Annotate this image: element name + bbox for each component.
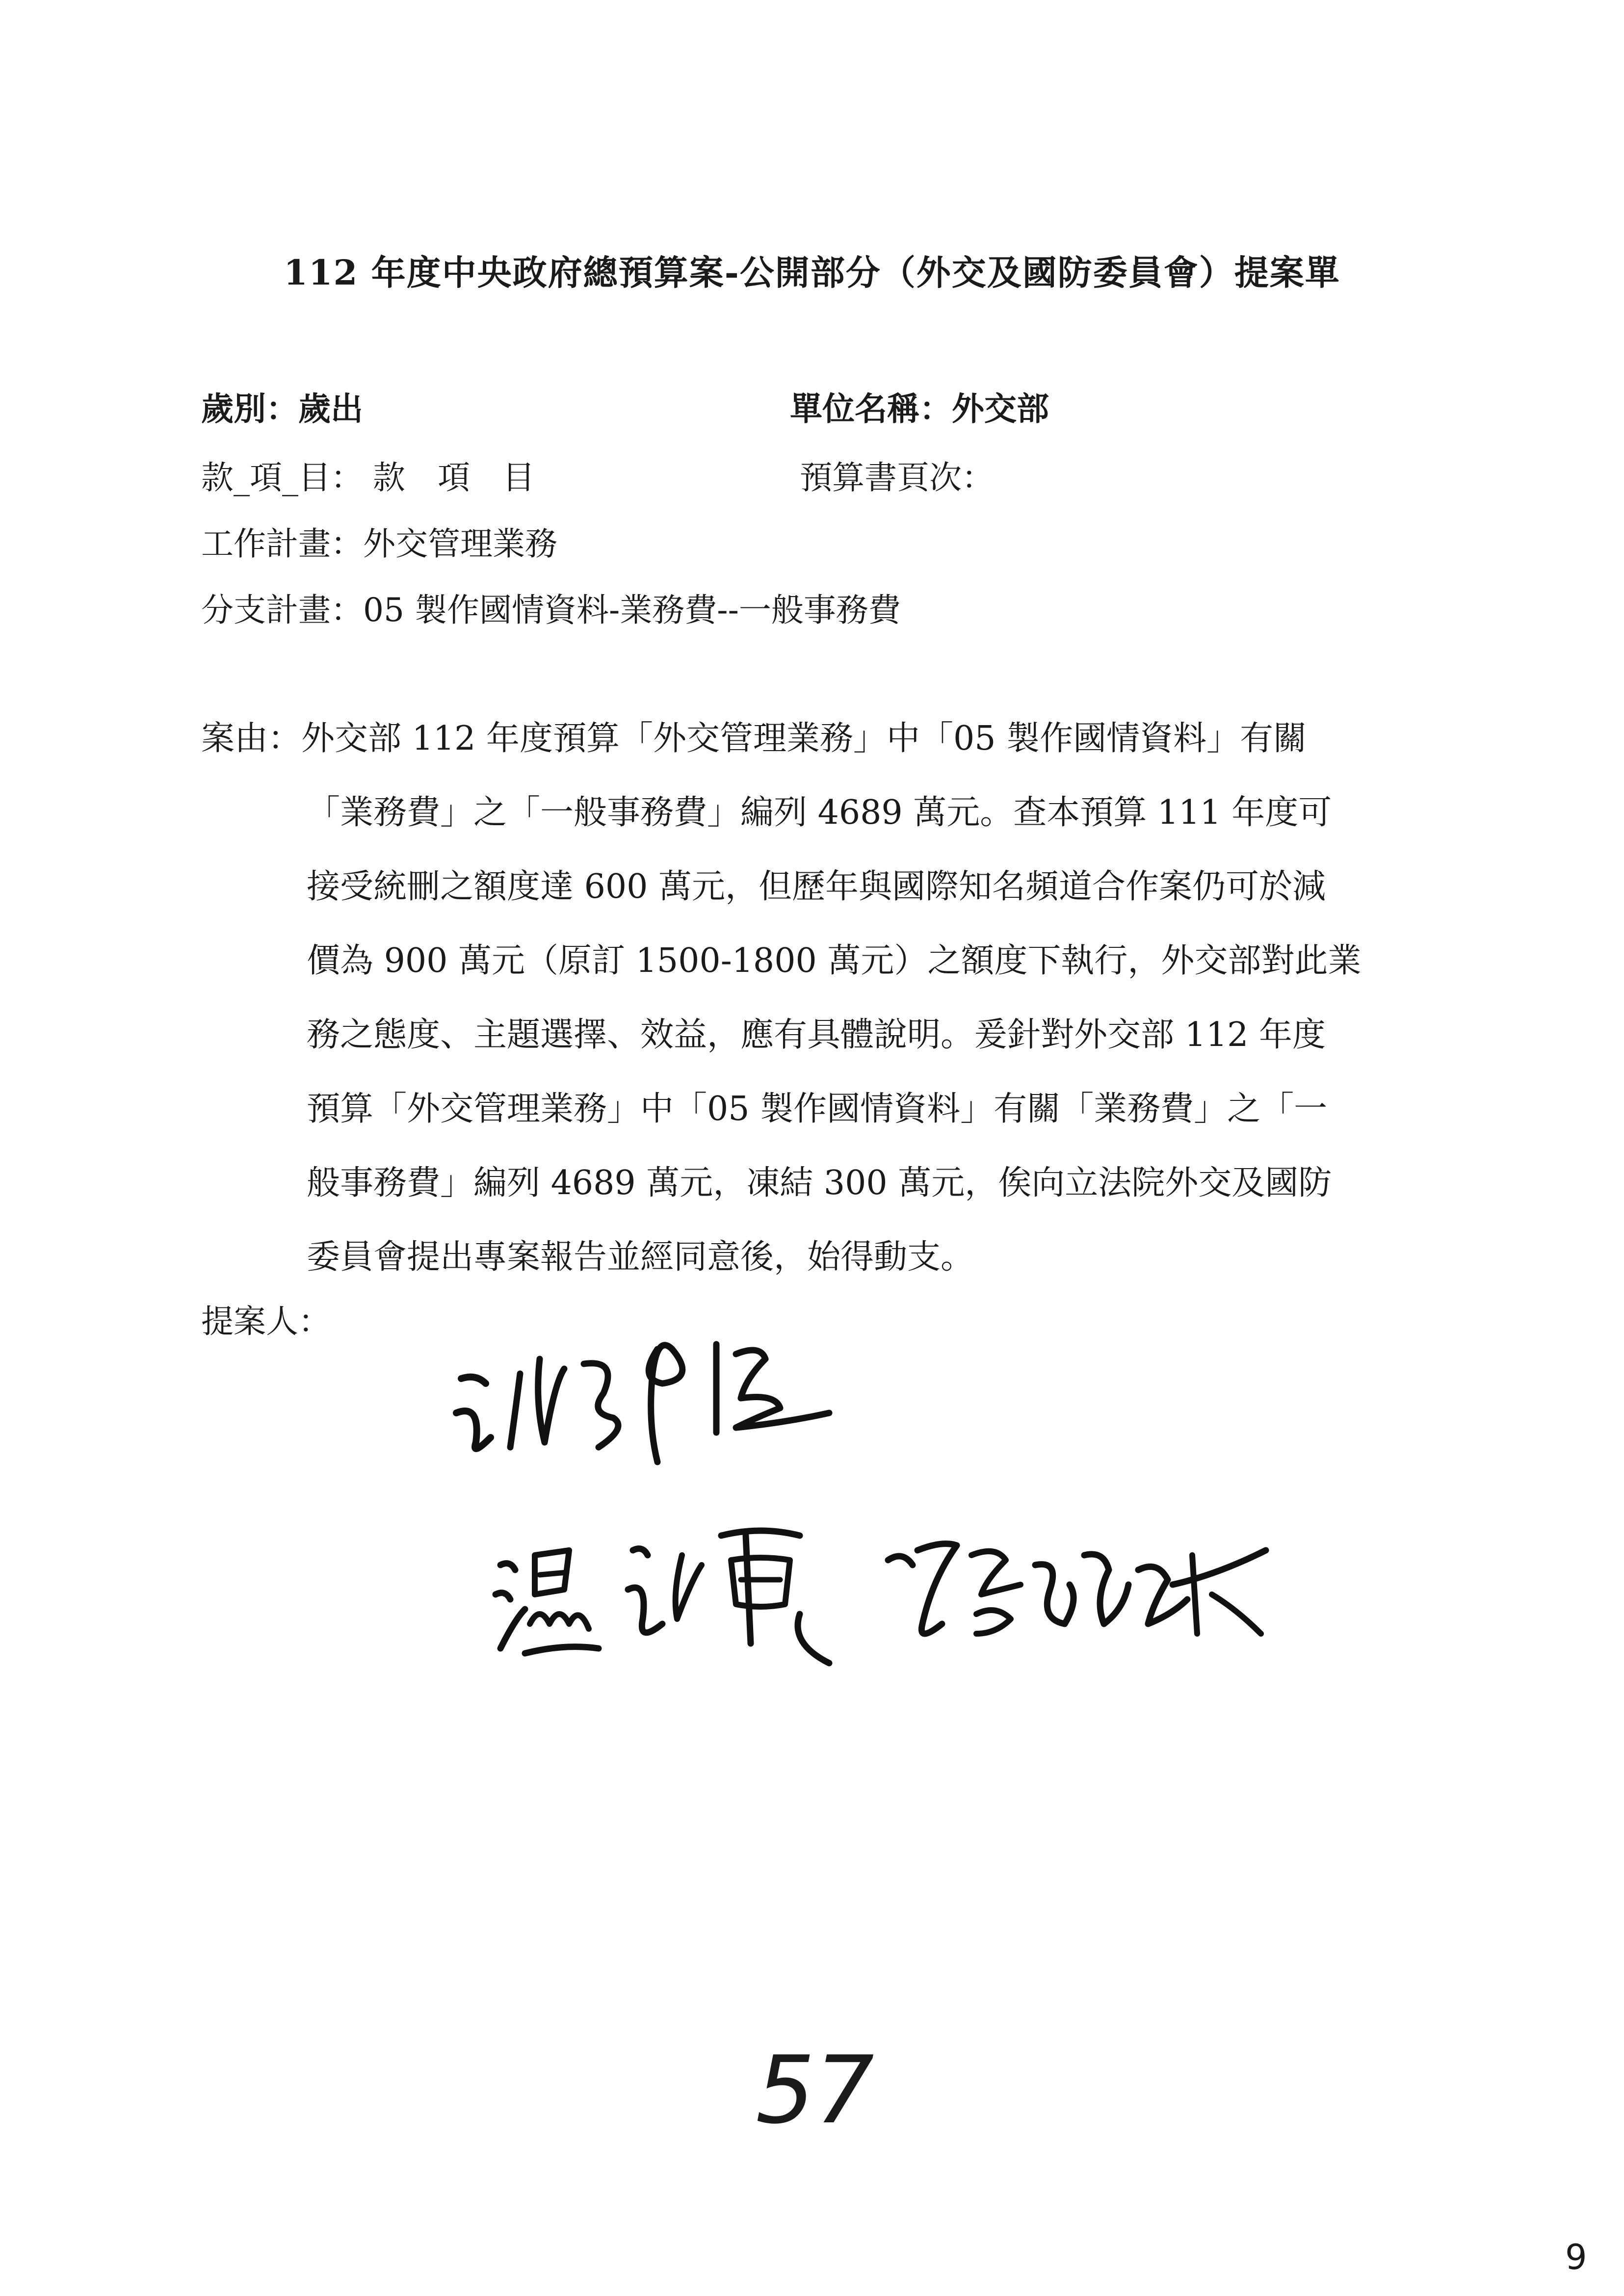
signature-second [486,1506,859,1673]
work-plan-field: 工作計畫：外交管理業務 [201,525,557,563]
reason-line: 「業務費」之「一般事務費」編列 4689 萬元。查本預算 111 年度可 [307,793,1332,832]
reason-line: 預算「外交管理業務」中「05 製作國情資料」有關「業務費」之「一 [307,1090,1328,1128]
reason-line: 價為 900 萬元（原訂 1500-1800 萬元）之額度下執行，外交部對此業 [307,941,1362,980]
signature-third [873,1511,1285,1658]
proposer-label: 提案人： [201,1303,331,1340]
reason-line: 務之態度、主題選擇、效益，應有具體說明。爰針對外交部 112 年度 [307,1016,1326,1054]
item-value: 款 項 目 [373,459,535,496]
reason-line: 接受統刪之額度達 600 萬元，但歷年與國際知名頻道合作案仍可於減 [307,867,1326,906]
item-label: 款_項_目： [201,459,363,496]
case-reason [201,702,1457,1294]
reason-line: 般事務費」編列 4689 萬元，凍結 300 萬元，俟向立法院外交及國防 [307,1164,1332,1202]
corner-page-mark: 9 [1565,2237,1587,2277]
document-title: 112 年度中央政府總預算案-公開部分（外交及國防委員會）提案單 [284,252,1340,293]
category-field: 歲別：歲出 [201,390,363,428]
budget-page-ref: 預算書頁次： [800,459,994,496]
signature-first [442,1315,844,1482]
handwritten-page-number: 57 [756,2036,874,2144]
reason-line: 委員會提出專案報告並經同意後，始得動支。 [307,1238,974,1277]
unit-name-field: 單位名稱：外交部 [790,390,1049,428]
sub-plan-field: 分支計畫：05 製作國情資料-業務費--一般事務費 [201,591,901,629]
reason-line: 案由：外交部 112 年度預算「外交管理業務」中「05 製作國情資料」有關 [201,719,1307,758]
